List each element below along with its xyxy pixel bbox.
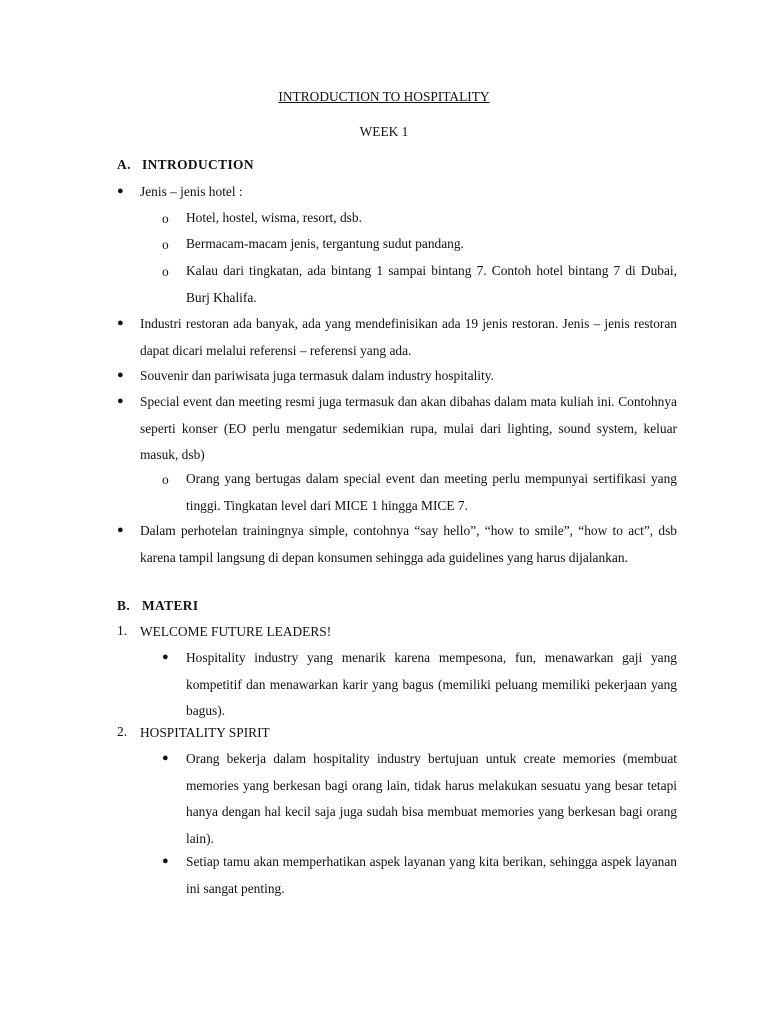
list-item <box>162 849 677 902</box>
bullet-marker: ● <box>162 651 169 663</box>
bullet-marker: ● <box>117 317 124 329</box>
list-item <box>117 518 677 571</box>
numbered-item <box>117 619 677 646</box>
sub-list-item-text: Orang yang bertugas dalam special event dan meeting perlu mempunyai sertifikasi yang tinggi. Tingkatan level dari MICE 1 hingga MICE 7. <box>186 471 677 513</box>
sub-list-item <box>162 231 677 258</box>
sub-list-item-text: Bermacam-macam jenis, tergantung sudut pandang. <box>186 236 464 251</box>
numbered-item-title: WELCOME FUTURE LEADERS! <box>140 624 332 639</box>
section-b-letter: B. <box>117 598 131 613</box>
numbered-item <box>117 720 677 747</box>
list-item <box>117 389 677 469</box>
document-title: INTRODUCTION TO HOSPITALITY <box>278 89 490 104</box>
bullet-marker: ● <box>117 369 124 381</box>
section-a-letter: A. <box>117 157 131 172</box>
section-b-heading <box>117 598 617 618</box>
list-item <box>162 746 677 852</box>
sub-marker: o <box>162 237 169 252</box>
list-item <box>117 363 677 390</box>
list-item-text: Dalam perhotelan trainingnya simple, contohnya “say hello”, “how to smile”, “how to act”, dsb karena tampil langsung di depan konsumen sehingga ada guidelines yang harus dijalankan. <box>140 523 677 565</box>
sub-list-item <box>162 205 677 232</box>
list-item <box>117 179 677 206</box>
bullet-marker: ● <box>162 855 169 867</box>
list-item-text: Jenis – jenis hotel : <box>140 184 243 199</box>
sub-marker: o <box>162 264 169 279</box>
bullet-marker: ● <box>117 524 124 536</box>
sub-marker: o <box>162 211 169 226</box>
bullet-marker: ● <box>162 752 169 764</box>
sub-list-item <box>162 258 677 311</box>
list-item-text: Souvenir dan pariwisata juga termasuk dalam industry hospitality. <box>140 368 494 383</box>
list-item <box>117 311 677 364</box>
sub-list-item-text: Kalau dari tingkatan, ada bintang 1 sampai bintang 7. Contoh hotel bintang 7 di Dubai, Burj Khalifa. <box>186 263 677 305</box>
list-item-text: Industri restoran ada banyak, ada yang mendefinisikan ada 19 jenis restoran. Jenis – jenis restoran dapat dicari melalui referensi – referensi yang ada. <box>140 316 677 358</box>
number-label: 2. <box>117 724 128 739</box>
list-item-text: Hospitality industry yang menarik karena mempesona, fun, menawarkan gaji yang kompetitif dan menawarkan karir yang bagus (memiliki peluang memiliki pekerjaan yang bagus). <box>186 650 677 718</box>
list-item-text: Orang bekerja dalam hospitality industry bertujuan untuk create memories (membuat memories yang berkesan bagi orang lain, tidak harus melakukan sesuatu yang besar tetapi hanya dengan hal kecil saja juga sudah bisa membuat memories yang berkesan bagi orang lain). <box>186 751 677 846</box>
week-label: WEEK 1 <box>359 124 409 139</box>
bullet-marker: ● <box>117 185 124 197</box>
sub-marker: o <box>162 472 169 487</box>
numbered-item-title: HOSPITALITY SPIRIT <box>140 725 270 740</box>
list-item-text: Special event dan meeting resmi juga termasuk dan akan dibahas dalam mata kuliah ini. Contohnya seperti konser (EO perlu mengatur sedemikian rupa, mulai dari lighting, sound system, keluar masuk, dsb) <box>140 394 677 462</box>
section-a-heading <box>117 157 617 177</box>
number-label: 1. <box>117 623 128 638</box>
list-item <box>162 645 677 725</box>
sub-list-item <box>162 466 677 519</box>
sub-list-item-text: Hotel, hostel, wisma, resort, dsb. <box>186 210 362 225</box>
list-item-text: Setiap tamu akan memperhatikan aspek layanan yang kita berikan, sehingga aspek layanan ini sangat penting. <box>186 854 677 896</box>
bullet-marker: ● <box>117 395 124 407</box>
section-a-title: INTRODUCTION <box>142 157 254 172</box>
section-b-title: MATERI <box>142 598 199 613</box>
